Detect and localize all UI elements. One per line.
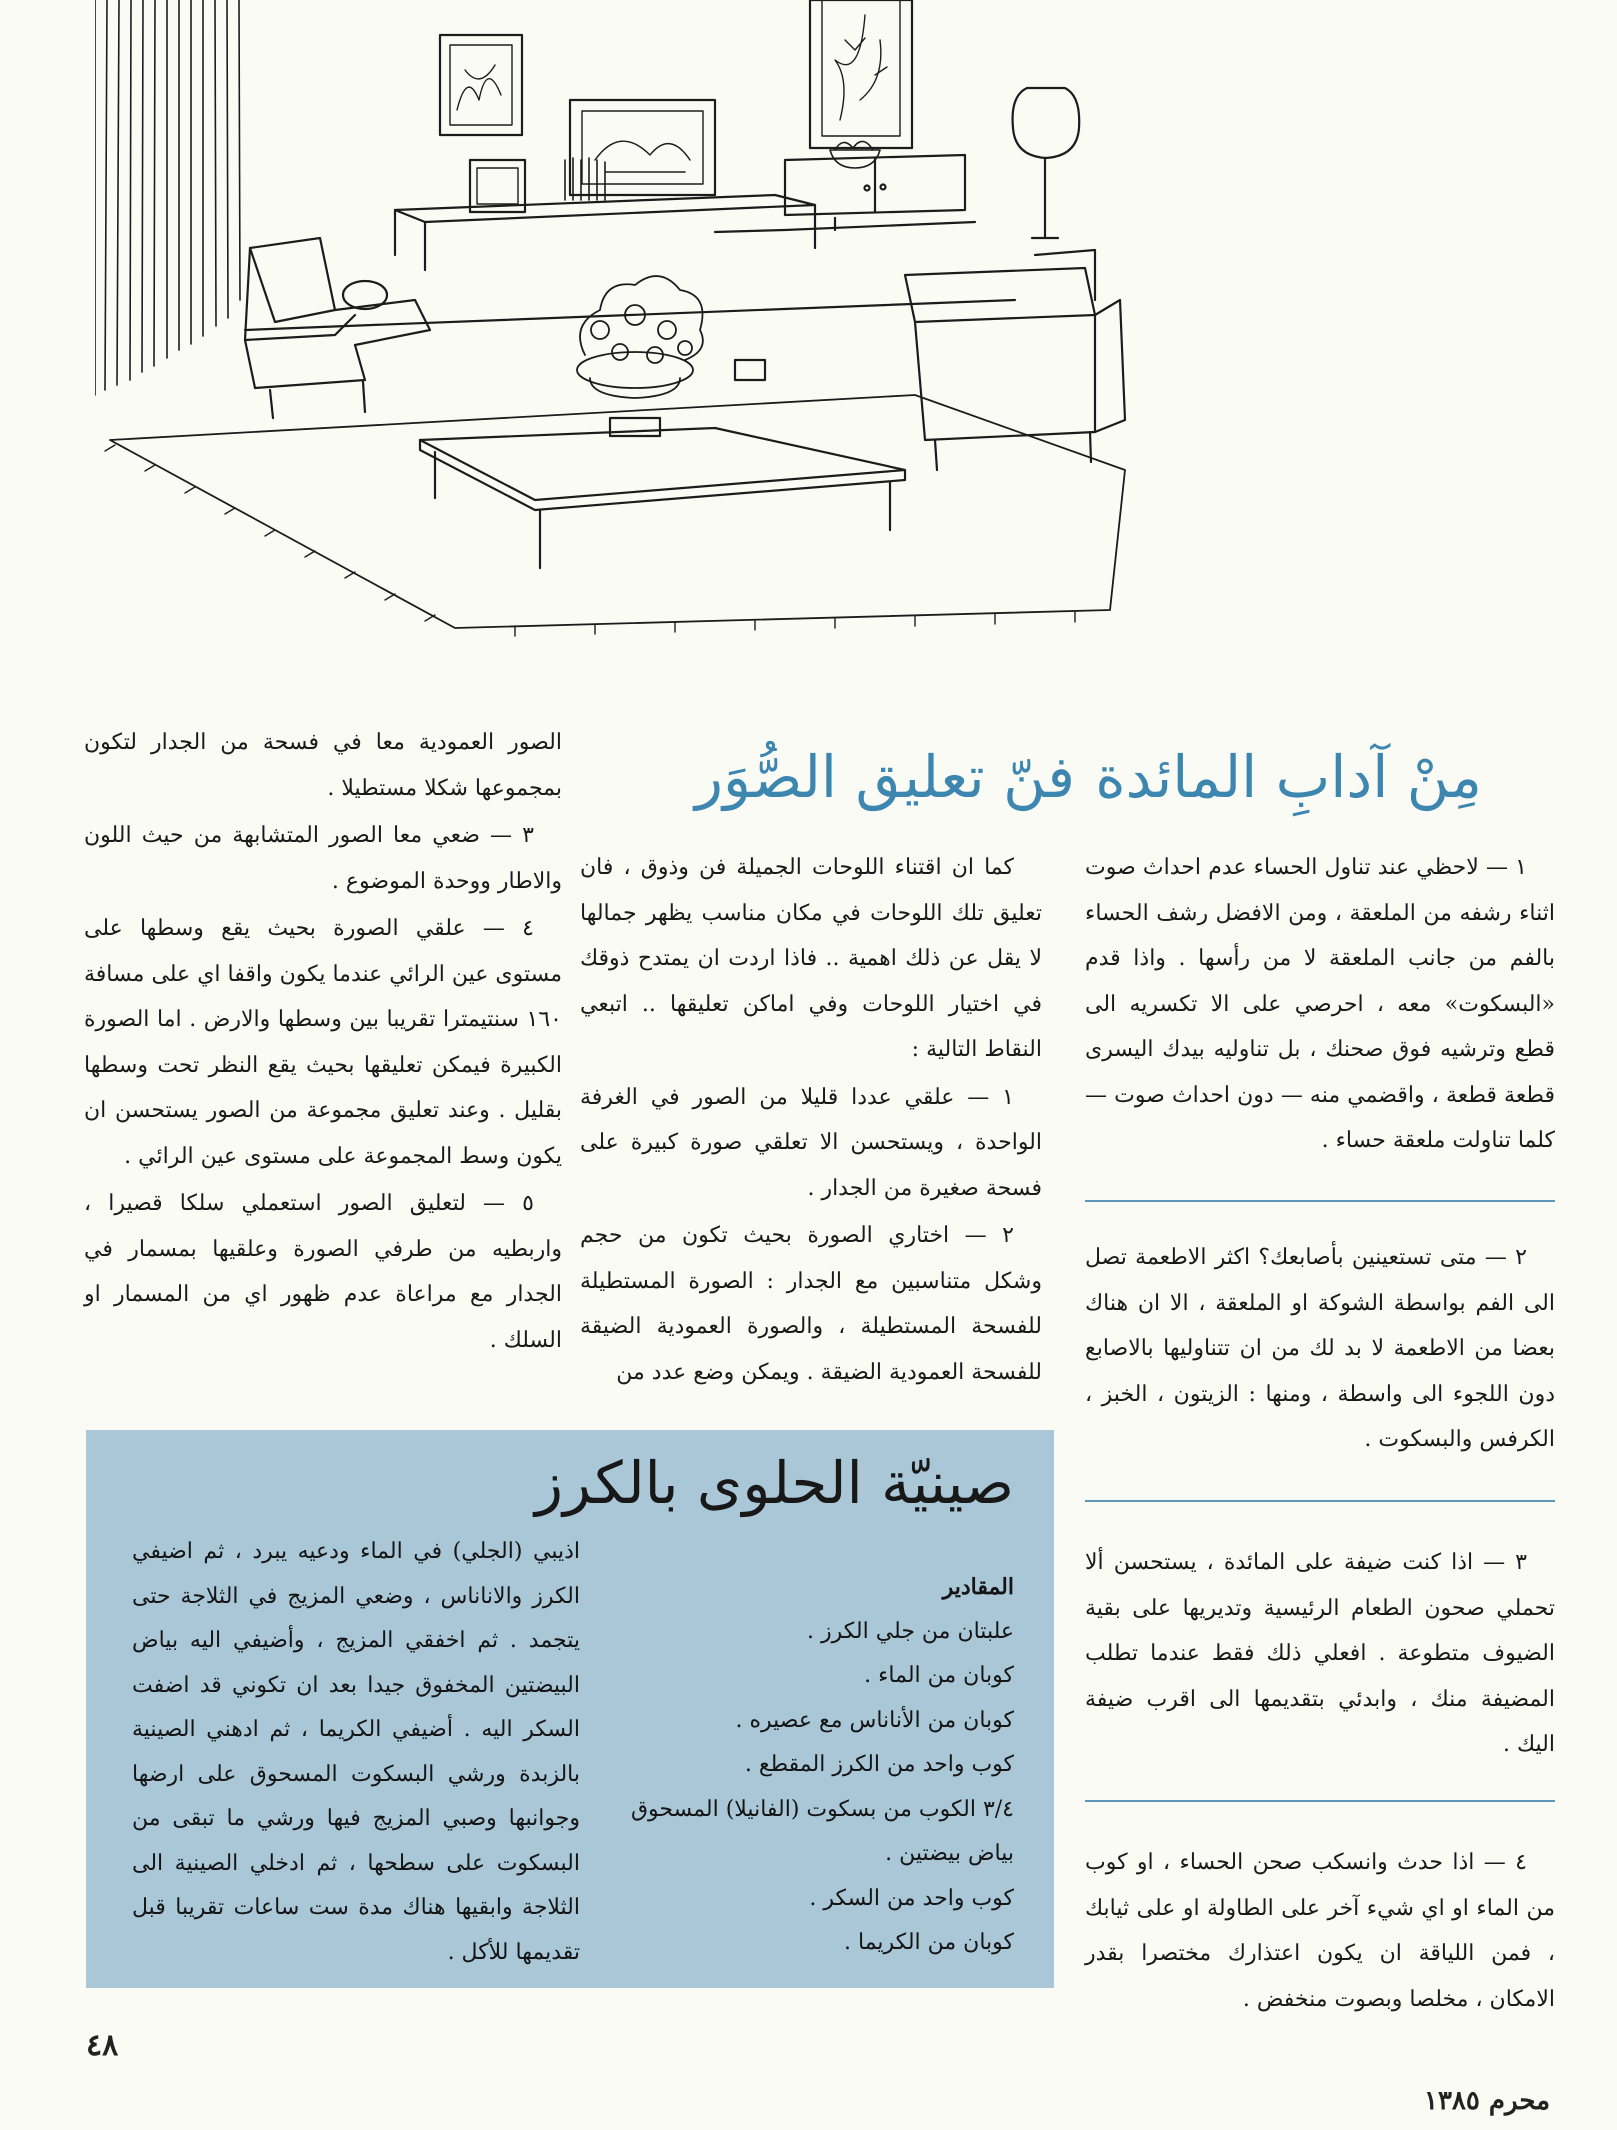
low-shelf: [395, 158, 815, 270]
etiquette-column: [1085, 1540, 1555, 1770]
divider: [1085, 1800, 1555, 1802]
coffee-table: [420, 360, 905, 568]
hanging-column-left: [84, 720, 562, 1365]
living-room-illustration: [95, 0, 1135, 640]
hanging-point-4: ٤ — علقي الصورة بحيث يقع وسطها على مستوى عين الرائي عندما يكون واقفا اي على مسافة ١٦٠ سنتيمترا تقريبا بين وسطها والارض . اما الصورة الكبيرة فيمكن تعليقها بحيث يقع النظر تحت وسطها بقليل . وعند تعليق مجموعة من الصور يستحسن ان يكون وسط المجموعة على مستوى عين الرائي .: [84, 916, 562, 1169]
rug: [110, 395, 1125, 628]
recipe-box: [86, 1430, 1054, 1988]
heading-table-etiquette: مِنْ آدابِ المائدة: [1095, 743, 1482, 811]
ingredient-item: بياض بيضتين .: [885, 1841, 1014, 1866]
recipe-title: صينيّة الحلوى بالكرز: [534, 1449, 1014, 1517]
issue-date: محرم ١٣٨٥: [1424, 2086, 1551, 2116]
etiquette-paragraph-2: ٢ — متى تستعينين بأصابعك؟ اكثر الاطعمة تصل الى الفم بواسطة الشوكة او الملعقة ، الا ان هناك بعضا من الاطعمة لا بد لك من ان تتناوليها بالاصابع دون اللجوء الى واسطة ، ومنها : الزيتون ، الخبز ، الكرفس والبسكوت .: [1085, 1245, 1556, 1452]
ingredients-list: [630, 1565, 1014, 1966]
ingredient-item: كوب واحد من السكر .: [809, 1885, 1014, 1911]
ingredient-item: ٣/٤ الكوب من بسكوت (الفانيلا) المسحوق: [630, 1796, 1014, 1822]
etiquette-paragraph-1: ١ — لاحظي عند تناول الحساء عدم احداث صوت اثناء رشفه من الملعقة ، ومن الافضل رشف الحساء بالفم من جانب الملعقة لا من رأسها . واذا قدم «البسكوت» معه ، احرصي على الا تكسريه الى قطع وترشيه فوق صحنك ، بل تناوليه بيدك اليسرى قطعة قطعة ، واقضمي منه — دون احداث صوت — كلما تناولت ملعقة حساء .: [1085, 855, 1555, 1153]
etiquette-column: [1085, 845, 1555, 1166]
hanging-point-5: ٥ — لتعليق الصور استعملي سلكا قصيرا ، واربطيه من طرفي الصورة وعلقيها بمسمار في الجدار مع مراعاة عدم ظهور اي من المسمار او السلك .: [84, 1191, 562, 1353]
etiquette-column: [1085, 1235, 1555, 1465]
divider: [1085, 1500, 1555, 1502]
framed-picture-right: [810, 0, 912, 148]
hanging-column-middle: [580, 845, 1042, 1397]
hanging-point-1: ١ — علقي عددا قليلا من الصور في الغرفة الواحدة ، ويستحسن الا تعلقي صورة كبيرة على فسحة صغيرة من الجدار .: [580, 1084, 1042, 1201]
heading-picture-hanging: فنّ تعليق الصُّوَر: [694, 743, 1075, 811]
floor-lamp: [1013, 88, 1080, 238]
flower-arrangement: [577, 276, 703, 398]
ingredient-item: كوبان من الكريما .: [844, 1930, 1014, 1955]
framed-picture-center: [570, 100, 715, 195]
ingredient-item: علبتان من جلي الكرز .: [807, 1618, 1014, 1644]
hanging-point-3: ٣ — ضعي معا الصور المتشابهة من حيث اللون والاطار ووحدة الموضوع .: [84, 823, 562, 894]
ingredients-heading: المقادير: [942, 1574, 1014, 1600]
hanging-point-2: ٢ — اختاري الصورة بحيث تكون من حجم وشكل متناسبين مع الجدار : الصورة المستطيلة للفسحة المستطيلة ، والصورة العمودية الضيقة للفسحة العمودية الضيقة . ويمكن وضع عدد من: [580, 1223, 1042, 1385]
framed-picture-left: [440, 35, 522, 135]
hanging-point-2-continued: الصور العمودية معا في فسحة من الجدار لتكون بمجموعها شكلا مستطيلا .: [84, 730, 562, 801]
divider: [1085, 1200, 1555, 1202]
ingredient-item: كوبان من الماء .: [864, 1663, 1014, 1688]
ingredient-item: كوبان من الأناناس مع عصيره .: [735, 1707, 1014, 1733]
sofa-right: [905, 250, 1125, 470]
curtain: [95, 0, 240, 395]
etiquette-paragraph-3: ٣ — اذا كنت ضيفة على المائدة ، يستحسن ألا تحملي صحون الطعام الرئيسية وتديريها على بقية الضيوف متطوعة . افعلي ذلك فقط عندما تطلب المضيفة منك ، وابدئي بتقديمها الى اقرب ضيفة اليك .: [1085, 1550, 1555, 1757]
etiquette-paragraph-4: ٤ — اذا حدث وانسكب صحن الحساء ، او كوب من الماء او اي شيء آخر على الطاولة او على ثيابك ، فمن اللياقة ان يكون اعتذارك مختصرا بقدر الامكان ، مخلصا وبصوت منخفض .: [1085, 1850, 1555, 2012]
recipe-method: اذيبي (الجلي) في الماء ودعيه يبرد ، ثم اضيفي الكرز والاناناس ، وضعي المزيج في الثلاجة حتى يتجمد . ثم اخفقي المزيج ، وأضيفي اليه بياض البيضتين المخفوق جيدا بعد ان تكوني قد اضفت السكر اليه . أضيفي الكريما ، ثم ادهني الصينية بالزبدة ورشي البسكوت المسحوق على ارضها وجوانبها وصبي المزيج فيها ورشي ما تبقى من البسكوت على سطحها ، ثم ادخلي الصينية الى الثلاجة وابقيها هناك مدة ست ساعات تقريبا قبل تقديمها للأكل .: [132, 1539, 580, 1965]
etiquette-column: [1085, 1840, 1555, 2024]
page-number: ٤٨: [86, 2028, 119, 2063]
ingredient-item: كوب واحد من الكرز المقطع .: [744, 1752, 1014, 1777]
hanging-intro: كما ان اقتناء اللوحات الجميلة فن وذوق ، فان تعليق تلك اللوحات في مكان مناسب يظهر جمالها لا يقل عن ذلك اهمية .. فاذا اردت ان يمتدح ذوقك في اختيار اللوحات وفي اماكن تعليقها .. اتبعي النقاط التالية :: [580, 855, 1042, 1062]
